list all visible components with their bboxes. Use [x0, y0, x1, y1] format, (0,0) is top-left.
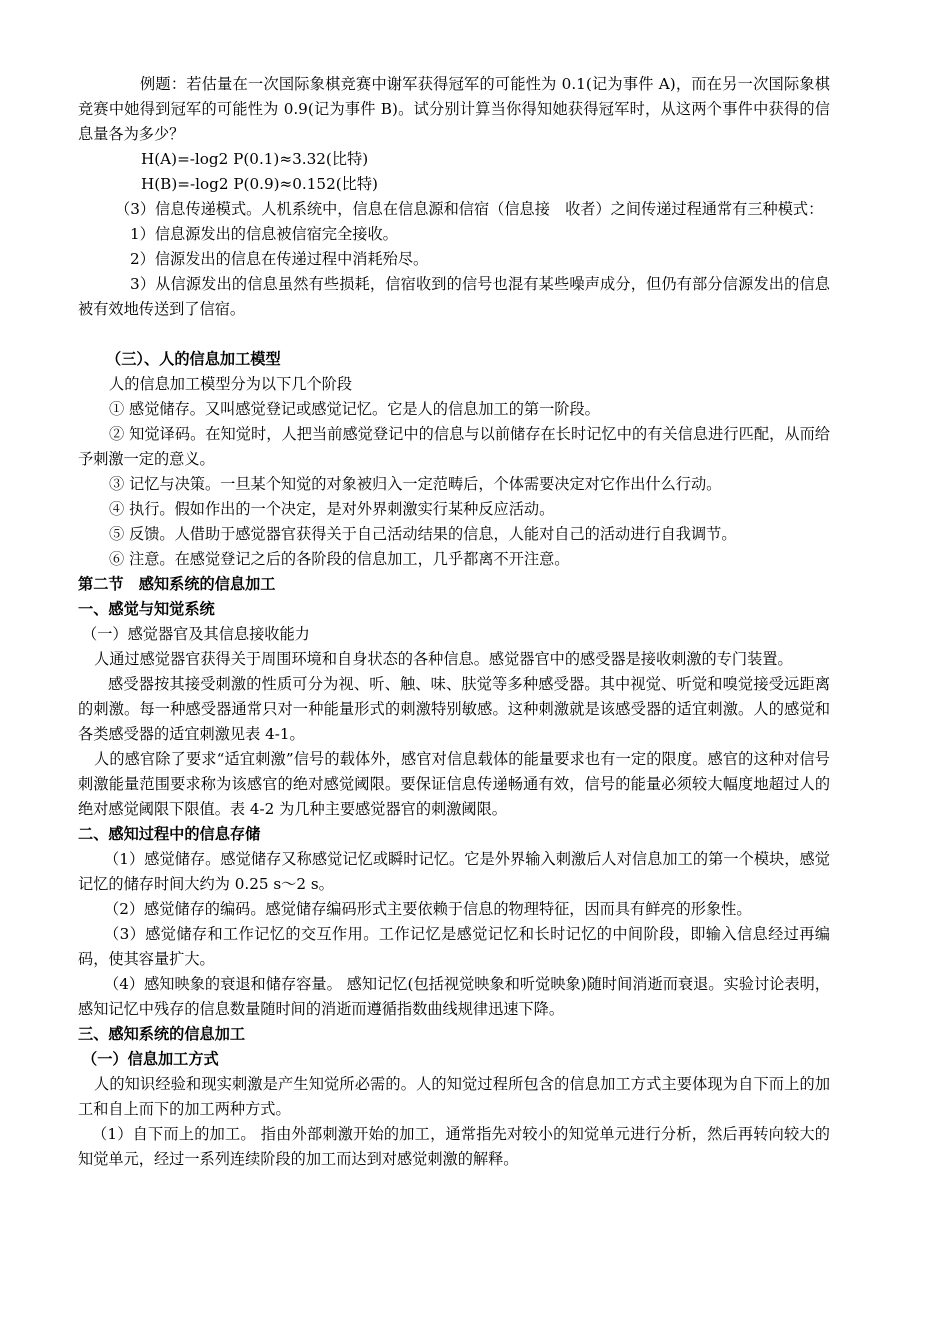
model-stage: ④ 执行。假如作出的一个决定，是对外界刺激实行某种反应活动。: [109, 500, 555, 518]
blank-line: [78, 322, 830, 347]
body-paragraph: 人的知识经验和现实刺激是产生知觉所必需的。人的知觉过程所包含的信息加工方式主要体现为自下而上的加工和自上而下的加工两种方式。: [78, 1075, 830, 1118]
transfer-mode-item: 2）信源发出的信息在传递过程中消耗殆尽。: [130, 250, 429, 268]
model-stage: ③ 记忆与决策。一旦某个知觉的对象被归入一定范畴后，个体需要决定对它作出什么行动。: [109, 475, 722, 493]
storage-item: （3）感觉储存和工作记忆的交互作用。工作记忆是感觉记忆和长时记忆的中间阶段，即输入信息经过再编码，使其容量扩大。: [78, 925, 830, 968]
model-stage: ⑤ 反馈。人借助于感觉器官获得关于自己活动结果的信息，人能对自己的活动进行自我调节。: [109, 525, 737, 543]
part-heading: 三、感知系统的信息加工: [78, 1025, 246, 1043]
part-heading: 二、感知过程中的信息存储: [78, 825, 261, 843]
storage-item: （1）感觉储存。感觉储存又称感觉记忆或瞬时记忆。它是外界输入刺激后人对信息加工的第一个模块，感觉记忆的储存时间大约为 0.25 s～2 s。: [78, 850, 830, 893]
part-heading: 一、感觉与知觉系统: [78, 600, 215, 618]
formula-b: H(B)=-log2 P(0.9)≈0.152(比特): [141, 175, 378, 193]
model-heading: （三）、人的信息加工模型: [106, 350, 281, 368]
example-question: 例题：若估量在一次国际象棋竞赛中谢军获得冠军的可能性为 0.1(记为事件 A)，而在另一次国际象棋竞赛中她得到冠军的可能性为 0.9(记为事件 B)。试分别计算当你得知她获得冠军时，从这两个事件中获得的信息量各为多少？: [78, 75, 830, 143]
sub-heading: （一）信息加工方式: [82, 1050, 219, 1068]
storage-item: （4）感知映象的衰退和储存容量。 感知记忆(包括视觉映象和听觉映象)随时间消逝而衰退。实验讨论表明，感知记忆中残存的信息数量随时间的消逝而遵循指数曲线规律迅速下降。: [78, 975, 830, 1018]
document-page: [78, 72, 830, 1172]
storage-item: （2）感觉储存的编码。感觉储存编码形式主要依赖于信息的物理特征，因而具有鲜亮的形象性。: [104, 900, 752, 918]
model-stage: ② 知觉译码。在知觉时，人把当前感觉登记中的信息与以前储存在长时记忆中的有关信息进行匹配，从而给予刺激一定的意义。: [78, 425, 830, 468]
model-intro: 人的信息加工模型分为以下几个阶段: [109, 375, 352, 393]
transfer-mode-item: 1）信息源发出的信息被信宿完全接收。: [130, 225, 398, 243]
model-stage: ① 感觉储存。又叫感觉登记或感觉记忆。它是人的信息加工的第一阶段。: [109, 400, 600, 418]
sub-heading: （一）感觉器官及其信息接收能力: [82, 625, 310, 643]
body-paragraph: 人通过感觉器官获得关于周围环境和自身状态的各种信息。感觉器官中的感受器是接收刺激的专门装置。: [94, 650, 793, 668]
body-paragraph: （1）自下而上的加工。 指由外部刺激开始的加工，通常指先对较小的知觉单元进行分析，然后再转向较大的知觉单元，经过一系列连续阶段的加工而达到对感觉刺激的解释。: [78, 1125, 830, 1168]
transfer-mode-item: 3）从信源发出的信息虽然有些损耗，信宿收到的信号也混有某些噪声成分，但仍有部分信源发出的信息被有效地传送到了信宿。: [78, 275, 830, 318]
body-paragraph: 感受器按其接受刺激的性质可分为视、听、触、味、肤觉等多种感受器。其中视觉、听觉和嗅觉接受远距离的刺激。每一种感受器通常只对一种能量形式的刺激特别敏感。这种刺激就是该感受器的适宜刺激。人的感觉和各类感受器的适宜刺激见表 4-1。: [78, 675, 830, 743]
model-stage: ⑥ 注意。在感觉登记之后的各阶段的信息加工，几乎都离不开注意。: [109, 550, 570, 568]
transfer-modes-intro: （3）信息传递模式。人机系统中，信息在信息源和信宿（信息接 收者）之间传递过程通常有三种模式：: [115, 200, 824, 218]
section-heading: 第二节 感知系统的信息加工: [78, 575, 276, 593]
formula-a: H(A)=-log2 P(0.1)≈3.32(比特): [141, 150, 369, 168]
body-paragraph: 人的感官除了要求“适宜刺激”信号的载体外，感官对信息载体的能量要求也有一定的限度。感官的这种对信号刺激能量范围要求称为该感官的绝对感觉阈限。要保证信息传递畅通有效，信号的能量必须较大幅度地超过人的绝对感觉阈限下限值。表 4-2 为几种主要感觉器官的刺激阈限。: [78, 750, 830, 818]
